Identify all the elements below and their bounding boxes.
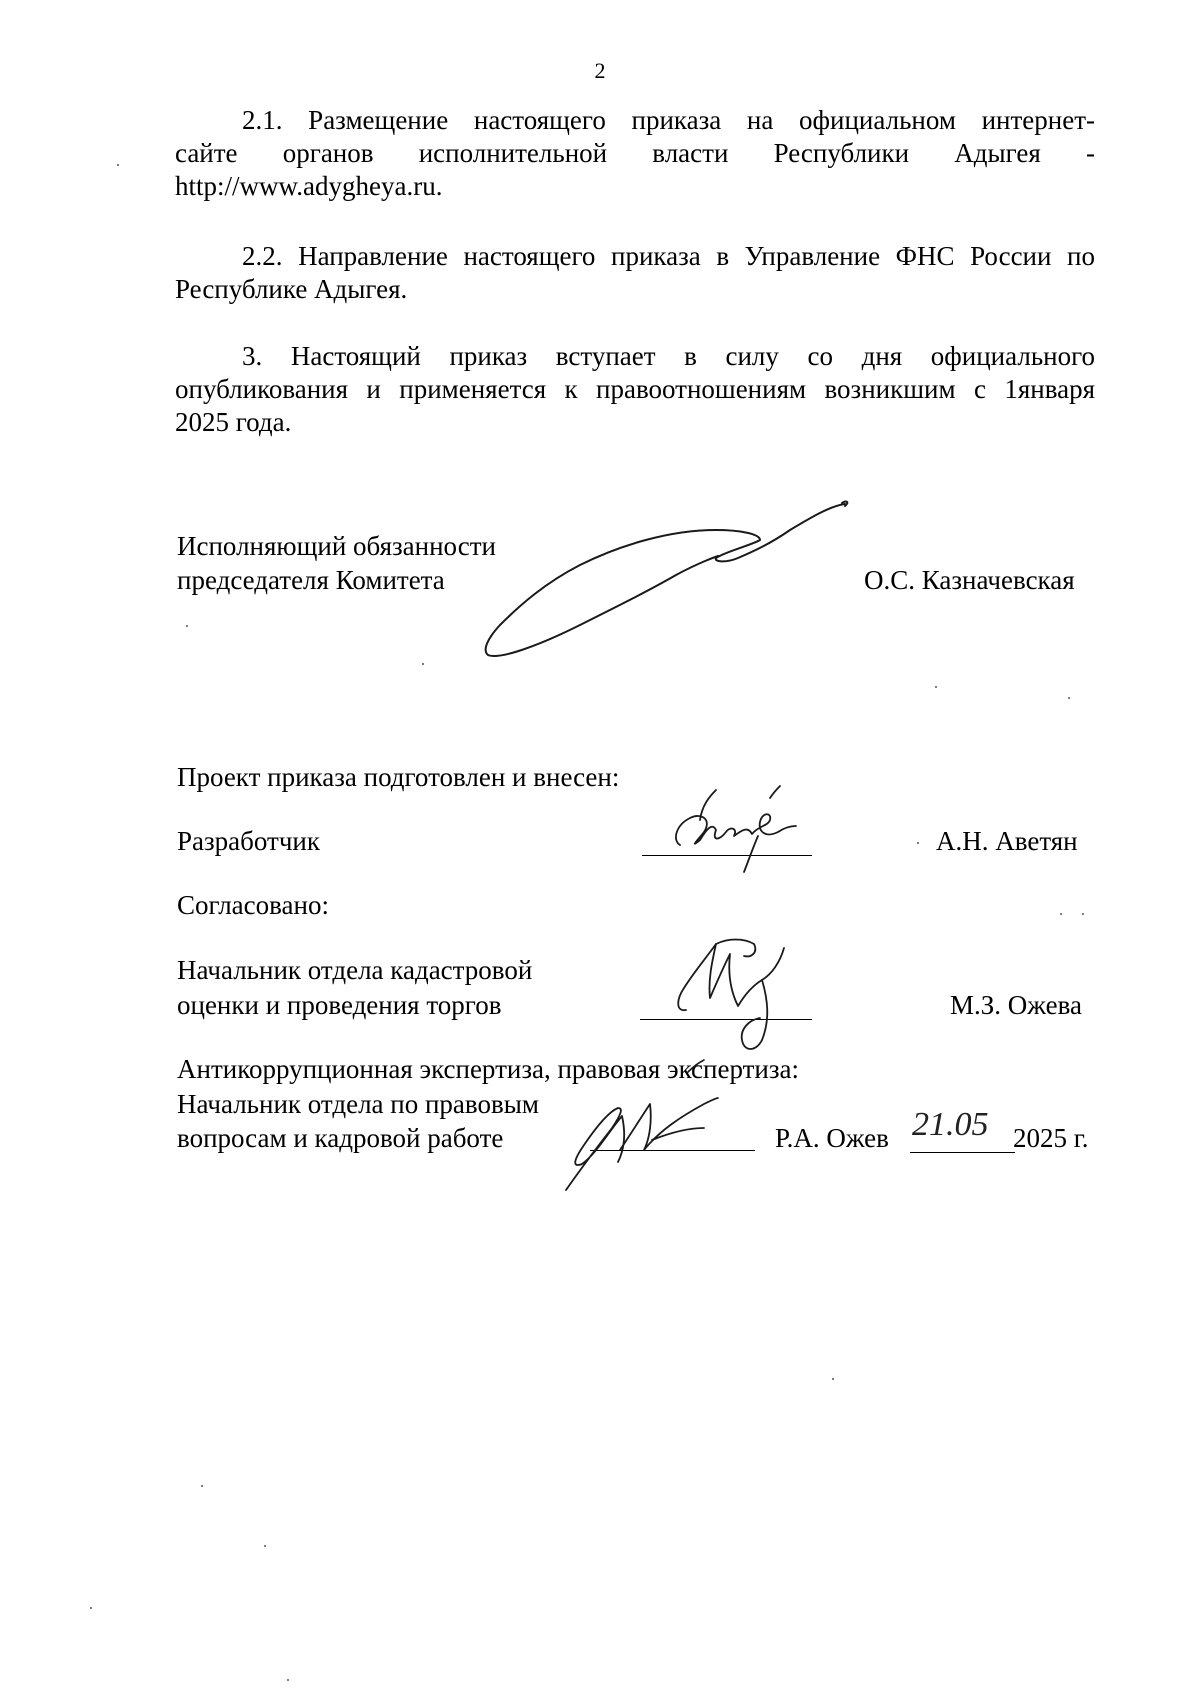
paragraph-2-1-line-2: сайте органов исполнительной власти Республики Адыгея - — [175, 138, 1095, 168]
scan-speck — [117, 164, 119, 166]
paragraph-2-2-line-1: 2.2. Направление настоящего приказа в Управление ФНС России по — [242, 241, 1095, 271]
scan-speck — [287, 1679, 289, 1681]
developer-label: Разработчик — [177, 826, 320, 856]
scan-speck — [201, 1485, 203, 1487]
scan-speck — [1082, 913, 1084, 915]
signatory-title-line-2: председателя Комитета — [177, 565, 445, 595]
page-number: 2 — [594, 58, 606, 83]
handwritten-date: 21.05 — [912, 1106, 989, 1143]
scan-speck — [832, 1378, 834, 1380]
scan-speck — [935, 686, 937, 688]
paragraph-3-line-2: опубликования и применяется к правоотношениям возникшим с 1января — [175, 374, 1095, 404]
developer-name: А.Н. Аветян — [936, 826, 1078, 856]
head-label-line-1: Начальник отдела кадастровой — [177, 955, 533, 985]
paragraph-2-2-line-2: Республике Адыгея. — [175, 274, 408, 304]
head-label-line-2: оценки и проведения торгов — [177, 990, 502, 1020]
scan-speck — [264, 1545, 266, 1547]
expertise-name: Р.А. Ожев — [775, 1123, 889, 1153]
expertise-heading: Антикоррупционная экспертиза, правовая экспертиза: — [177, 1054, 800, 1084]
scan-speck — [917, 842, 919, 844]
paragraph-2-1-line-3: http://www.adygheya.ru. — [175, 171, 443, 201]
signatory-name: О.С. Казначевская — [864, 565, 1075, 595]
paragraph-3-line-3: 2025 года. — [175, 407, 292, 437]
paragraph-3-line-1: 3. Настоящий приказ вступает в силу со дня официального — [242, 341, 1095, 371]
scan-speck — [186, 625, 188, 627]
expertise-label-line-2: вопросам и кадровой работе — [177, 1123, 504, 1153]
scan-speck — [90, 1607, 92, 1609]
date-year: 2025 г. — [1013, 1123, 1089, 1153]
scan-speck — [1068, 697, 1070, 699]
project-heading: Проект приказа подготовлен и внесен: — [177, 762, 620, 792]
scan-speck — [422, 663, 424, 665]
scan-speck — [1060, 913, 1062, 915]
agreed-heading: Согласовано: — [177, 890, 329, 920]
paragraph-2-1-line-1: 2.1. Размещение настоящего приказа на официальном интернет- — [242, 105, 1095, 135]
head-name: М.З. Ожева — [950, 990, 1082, 1020]
signatory-title-line-1: Исполняющий обязанности — [177, 531, 496, 561]
expertise-label-line-1: Начальник отдела по правовым — [177, 1089, 539, 1119]
